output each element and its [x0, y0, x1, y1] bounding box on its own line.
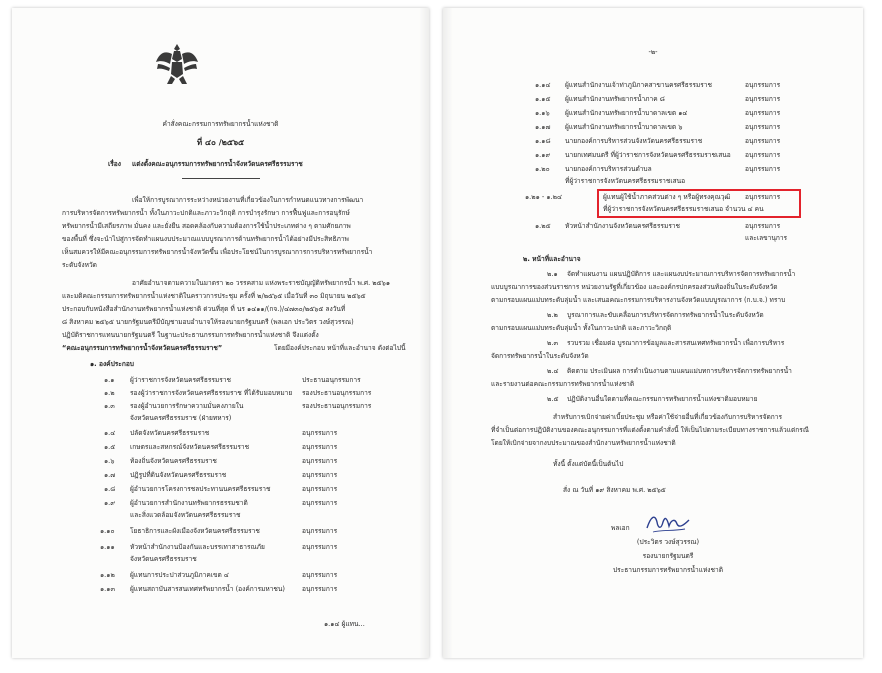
member-number: ๑.๒ [104, 389, 115, 397]
signer-rank: พลเอก [611, 524, 630, 532]
para1-line: ของพื้นที่ ซึ่งจะนำไปสู่การจัดทำแผนงบประมาณแบบบูรณาการด้านทรัพยากรน้ำได้อย่างมีประสิทธิภาพ [62, 235, 349, 243]
member-role: อนุกรรมการ [302, 543, 338, 551]
duty-number: ๒.๑ [547, 270, 558, 278]
committee-name: “คณะอนุกรรมการทรัพยากรน้ำจังหวัดนครศรีธรรมราช” [62, 344, 223, 352]
effective-statement: ทั้งนี้ ตั้งแต่บัดนี้เป็นต้นไป [553, 460, 624, 468]
member-number: ๑.๗ [104, 471, 116, 479]
member-number: ๑.๑๗ [535, 123, 551, 131]
member-name: ผู้แทนสำนักงานเจ้าท่าภูมิภาคสาขานครศรีธรรมราช [565, 81, 712, 89]
member-name: ผู้แทนสถาบันสารสนเทศทรัพยากรน้ำ (องค์การมหาชน) [130, 585, 285, 593]
para2-line: อาศัยอำนาจตามความในมาตรา ๒๐ วรรคสาม แห่งพระราชบัญญัติทรัพยากรน้ำ พ.ศ. ๒๕๖๑ [132, 279, 391, 287]
member-number: ๑.๑๒ [100, 571, 115, 579]
member-role: อนุกรรมการ [302, 571, 338, 579]
para2-line: ปฏิบัติราชการแทนนายกรัฐมนตรี ในฐานะประธานกรรมการทรัพยากรน้ำแห่งชาติ จึงแต่งตั้ง [62, 331, 319, 339]
member-name: ผู้แทนผู้ใช้น้ำภาคส่วนต่าง ๆ หรือผู้ทรงคุณวุฒิ [603, 193, 731, 201]
member-number: ๑.๑๐ [100, 527, 115, 535]
member-number: ๑.๒๕ [535, 222, 551, 230]
member-name: ผู้แทนสำนักงานทรัพยากรน้ำภาค ๘ [565, 95, 665, 103]
duty-line: ตามกรอบแผนแม่บทระดับลุ่มน้ำ ทั้งในภาวะปกติ และภาวะวิกฤติ [491, 324, 672, 332]
member-role: อนุกรรมการ [302, 429, 338, 437]
member-name: โยธาธิการและผังเมืองจังหวัดนครศรีธรรมราช [130, 527, 260, 535]
member-role: อนุกรรมการ [745, 165, 781, 173]
member-role: อนุกรรมการ [302, 499, 338, 507]
duty-number: ๒.๒ [547, 311, 558, 319]
member-number: ๑.๑๖ [535, 109, 550, 117]
member-role: อนุกรรมการ [745, 193, 781, 201]
expense-line: โดยให้เบิกจ่ายจากงบประมาณของสำนักงานทรัพยากรน้ำแห่งชาติ [491, 439, 676, 447]
duty-line: จัดการทรัพยากรน้ำในระดับจังหวัด [491, 352, 589, 360]
member-name: ผู้แทนสำนักงานทรัพยากรน้ำบาดาลเขต ๖ [565, 123, 683, 131]
member-role: รองประธานอนุกรรมการ [302, 402, 372, 410]
member-name: นายกเทศมนตรี ที่ผู้ว่าราชการจังหวัดนครศรีธรรมราชเสนอ [565, 151, 731, 159]
garuda-emblem-icon [154, 42, 200, 88]
title-divider [182, 178, 260, 179]
para2-line: ประกอบกับหนังสือสำนักงานทรัพยากรน้ำแห่งชาติ ด่วนที่สุด ที่ นร ๑๔๑๑/(กจ.)/๔๗๓๐/๒๕๖๕ ลงวันที่ [62, 305, 346, 313]
duty-line: ติดตาม ประเมินผล การดำเนินงานตามแผนแม่บทการบริหารจัดการทรัพยากรน้ำ [567, 367, 792, 375]
member-name: ผู้อำนวยการสำนักงานทรัพยากรธรรมชาติ [130, 499, 248, 507]
member-number: ๑.๔ [104, 429, 116, 437]
signer-position: รองนายกรัฐมนตรี [642, 552, 694, 560]
member-role: อนุกรรมการ [302, 527, 338, 535]
member-role: อนุกรรมการ [302, 457, 338, 465]
section-heading-composition: ๑. องค์ประกอบ [90, 360, 134, 368]
handwritten-signature-icon [643, 510, 693, 536]
subject-text: แต่งตั้งคณะอนุกรรมการทรัพยากรน้ำจังหวัดนครศรีธรรมราช [132, 160, 303, 168]
para1-line: เพื่อให้การบูรณาการระหว่างหน่วยงานที่เกี่ยวข้องในการกำหนดแนวทางการพัฒนา [132, 196, 364, 204]
member-name: ผู้ว่าราชการจังหวัดนครศรีธรรมราช [130, 376, 231, 384]
member-name: รองผู้ว่าราชการจังหวัดนครศรีธรรมราช ที่ได้รับมอบหมาย [130, 389, 293, 397]
expense-line: สำหรับการเบิกจ่ายค่าเบี้ยประชุม หรือค่าใช้จ่ายอื่นที่เกี่ยวข้องกับการบริหารจัดการ [553, 413, 783, 421]
member-role: อนุกรรมการ [302, 585, 338, 593]
duty-number: ๒.๕ [547, 395, 559, 403]
member-role: อนุกรรมการ [302, 443, 338, 451]
member-number: ๑.๑ [104, 376, 115, 384]
member-name: นายกองค์การบริหารส่วนตำบล [565, 165, 652, 173]
member-number: ๑.๑๘ [535, 137, 551, 145]
member-number: ๑.๑๑ [100, 543, 115, 551]
signer-position: ประธานกรรมการทรัพยากรน้ำแห่งชาติ [613, 566, 723, 574]
member-number: ๑.๑๙ [535, 151, 551, 159]
para1-line: ทรัพยากรน้ำมีเสถียรภาพ มั่นคง และยั่งยืน สอดคล้องกับความต้องการใช้น้ำประเภทต่าง ๆ ตามศักยภาพ [62, 222, 351, 230]
member-role: อนุกรรมการ [745, 81, 781, 89]
member-number: ๑.๕ [104, 443, 116, 451]
order-date: สั่ง ณ วันที่ ๑๙ สิงหาคม พ.ศ. ๒๕๖๕ [563, 486, 666, 494]
para1-line: ระดับจังหวัด [62, 261, 97, 269]
duty-number: ๒.๔ [547, 367, 559, 375]
page-fold-shadow [419, 8, 429, 658]
member-name: รองผู้อำนวยการรักษาความมั่นคงภายใน [130, 402, 244, 410]
expense-line: ที่จำเป็นต่อการปฏิบัติงานของคณะอนุกรรมการที่แต่งตั้งตามคำสั่งนี้ ให้เป็นไปตามระเบียบทางราชการแล้วแต่กรณี [491, 426, 809, 434]
subject-label: เรื่อง [108, 160, 121, 168]
member-number: ๑.๙ [104, 499, 116, 507]
member-role: อนุกรรมการ [745, 137, 781, 145]
member-number: ๑.๓ [104, 402, 115, 410]
member-name-cont: จังหวัดนครศรีธรรมราช (ฝ่ายทหาร) [130, 414, 232, 422]
member-name: ผู้อำนวยการโครงการชลประทานนครศรีธรรมราช [130, 485, 271, 493]
page-fold-shadow [443, 8, 453, 658]
member-role: ประธานอนุกรรมการ [302, 376, 361, 384]
member-name: ปฏิรูปที่ดินจังหวัดนครศรีธรรมราช [130, 471, 227, 479]
member-name: ผู้แทนสำนักงานทรัพยากรน้ำบาดาลเขต ๑๔ [565, 109, 688, 117]
duty-line: รวบรวม เชื่อมต่อ บูรณาการข้อมูลและสารสนเทศทรัพยากรน้ำ เพื่อการบริหาร [567, 339, 785, 347]
page-number: -๒- [648, 48, 658, 56]
duty-number: ๒.๓ [547, 339, 558, 347]
order-title: คำสั่งคณะกรรมการทรัพยากรน้ำแห่งชาติ [162, 120, 279, 128]
member-name: นายกองค์การบริหารส่วนจังหวัดนครศรีธรรมราช [565, 137, 703, 145]
member-name: ท้องถิ่นจังหวัดนครศรีธรรมราช [130, 457, 217, 465]
member-number: ๑.๑๔ [535, 81, 551, 89]
para2-tail: โดยมีองค์ประกอบ หน้าที่และอำนาจ ดังต่อไปนี้ [274, 344, 406, 352]
member-number: ๑.๑๕ [535, 95, 551, 103]
member-role: อนุกรรมการ [302, 485, 338, 493]
document-page-1 [12, 8, 429, 658]
duty-line: แบบบูรณาการของส่วนราชการ หน่วยงานรัฐที่เกี่ยวข้อง และองค์กรปกครองส่วนท้องถิ่นในระดับจังหวัด [491, 283, 778, 291]
continuation-note: ๑.๑๔ ผู้แทน... [324, 620, 365, 628]
member-name: ผู้แทนการประปาส่วนภูมิภาคเขต ๔ [130, 571, 229, 579]
order-number: ที่ ๔๐ /๒๕๖๕ [196, 138, 245, 147]
member-role: อนุกรรมการ [745, 222, 781, 230]
duty-line: ปฏิบัติงานอื่นใดตามที่คณะกรรมการทรัพยากรน้ำแห่งชาติมอบหมาย [567, 395, 758, 403]
para1-line: เห็นสมควรให้มีคณะอนุกรรมการทรัพยากรน้ำจังหวัดขึ้น เพื่อประโยชน์ในการบูรณาการการบริหารทรัพยากรน้ำ [62, 248, 373, 256]
member-name: เกษตรและสหกรณ์จังหวัดนครศรีธรรมราช [130, 443, 250, 451]
member-number: ๑.๒๐ [535, 165, 550, 173]
member-role: อนุกรรมการ [745, 95, 781, 103]
member-name: หัวหน้าสำนักงานจังหวัดนครศรีธรรมราช [565, 222, 681, 230]
member-role: รองประธานอนุกรรมการ [302, 389, 372, 397]
member-role: อนุกรรมการ [745, 109, 781, 117]
member-name-cont: จังหวัดนครศรีธรรมราช [130, 555, 197, 563]
member-name-cont: ที่ผู้ว่าราชการจังหวัดนครศรีธรรมราชเสนอ จำนวน ๔ คน [603, 205, 764, 213]
member-number: ๑.๘ [104, 485, 116, 493]
member-role: อนุกรรมการ [745, 123, 781, 131]
member-role: อนุกรรมการ [302, 471, 338, 479]
document-page-2 [443, 8, 863, 658]
section-heading-duties: ๒. หน้าที่และอำนาจ [523, 255, 581, 263]
member-number: ๑.๒๑ - ๑.๒๔ [525, 193, 563, 201]
member-number: ๑.๖ [104, 457, 115, 465]
member-name-cont: และสิ่งแวดล้อมจังหวัดนครศรีธรรมราช [130, 511, 241, 519]
duty-line: ตามกรอบแผนแม่บทระดับลุ่มน้ำ และเสนอคณะกรรมการบริหารงานจังหวัดแบบบูรณาการ (ก.บ.จ.) ทราบ [491, 296, 786, 304]
member-number: ๑.๑๓ [100, 585, 115, 593]
member-name-cont: ที่ผู้ว่าราชการจังหวัดนครศรีธรรมราชเสนอ [565, 177, 686, 185]
para2-line: และมติคณะกรรมการทรัพยากรน้ำแห่งชาติในคราวการประชุม ครั้งที่ ๒/๒๕๖๕ เมื่อวันที่ ๓๐ มิถุนายน ๒๕๖๕ [62, 292, 366, 300]
para1-line: การบริหารจัดการทรัพยากรน้ำ ทั้งในภาวะปกติและภาวะวิกฤติ การบำรุงรักษา การฟื้นฟูและการอนุรักษ์ [62, 209, 350, 217]
duty-line: บูรณาการและขับเคลื่อนการบริหารจัดการทรัพยากรน้ำในระดับจังหวัด [567, 311, 764, 319]
duty-line: และรายงานต่อคณะกรรมการทรัพยากรน้ำแห่งชาติ [491, 380, 635, 388]
member-name: หัวหน้าสำนักงานป้องกันและบรรเทาสาธารณภัย [130, 543, 265, 551]
para2-line: ๘ สิงหาคม ๒๕๖๕ นายกรัฐมนตรีมีบัญชามอบอำนาจให้รองนายกรัฐมนตรี (พลเอก ประวิตร วงษ์สุวรรณ) [62, 318, 354, 326]
member-role: อนุกรรมการ [745, 151, 781, 159]
member-role-cont: และเลขานุการ [745, 234, 788, 242]
signer-name: (ประวิตร วงษ์สุวรรณ) [636, 538, 700, 546]
duty-line: จัดทำแผนงาน แผนปฏิบัติการ และแผนงบประมาณการบริหารจัดการทรัพยากรน้ำ [567, 270, 796, 278]
member-name: ปลัดจังหวัดนครศรีธรรมราช [130, 429, 210, 437]
